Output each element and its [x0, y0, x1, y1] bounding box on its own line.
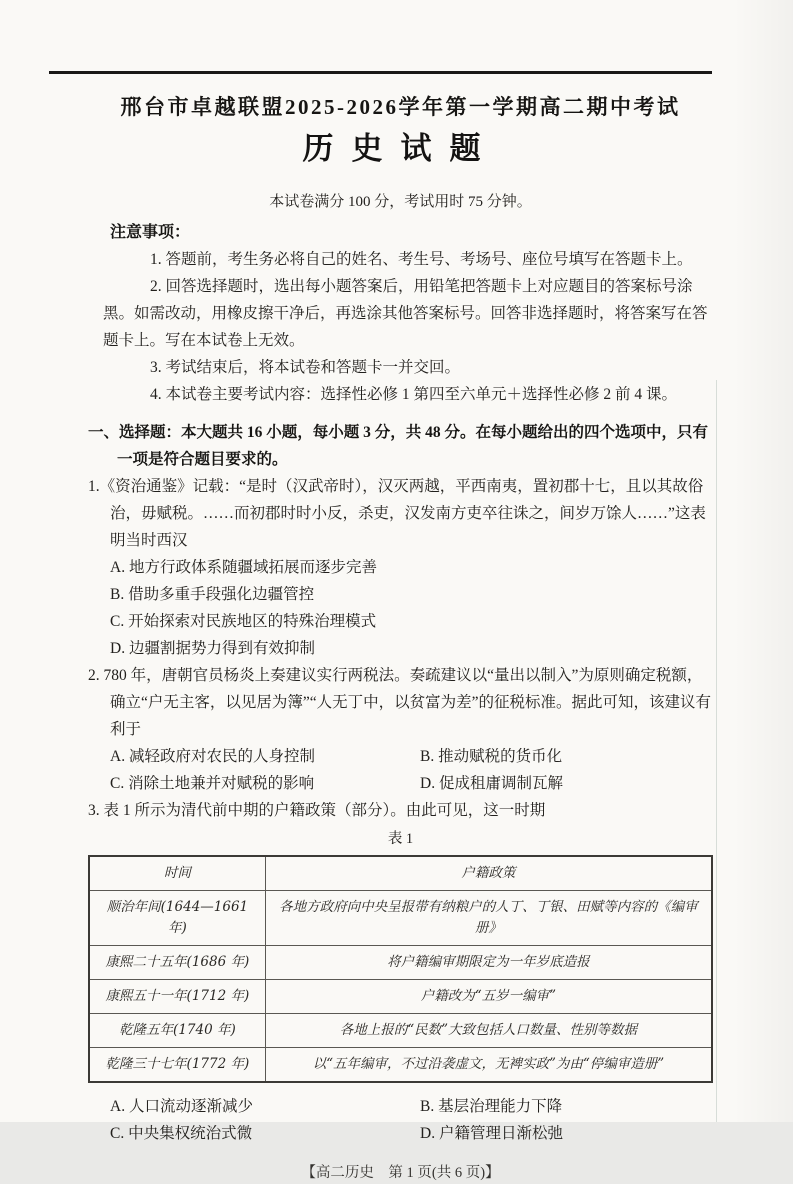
exam-title: 邢台市卓越联盟2025-2026学年第一学期高二期中考试 [120, 95, 681, 119]
notice-item-2: 2. 回答选择题时，选出每小题答案后，用铅笔把答题卡上对应题目的答案标号涂黑。如需改动，用橡皮擦干净后，再选涂其他答案标号。回答非选择题时，将答案写在答题卡上。写在本试卷上无效。 [103, 278, 708, 349]
header-rule [49, 71, 712, 74]
exam-info-line: 本试卷满分 100 分，考试用时 75 分钟。 [269, 194, 532, 210]
question-2-options [110, 743, 713, 797]
table-row [89, 1014, 712, 1048]
question-1 [88, 473, 713, 662]
notice-item-4: 4. 本试卷主要考试内容：选择性必修 1 第四至六单元＋选择性必修 2 前 4 课。 [150, 386, 678, 403]
question-1-option-b: B. 借助多重手段强化边疆管控 [110, 586, 315, 603]
subject-title: 历史试题 [302, 131, 499, 166]
household-policy-table [88, 855, 713, 1083]
table-cell-time: 乾隆五年(1740 年) [89, 1014, 265, 1048]
question-3-options [110, 1093, 713, 1147]
notice-heading: 注意事项： [110, 224, 191, 241]
question-3 [88, 797, 713, 1147]
scan-edge-artifact [716, 380, 717, 1122]
question-1-text: 1.《资治通鉴》记载：“是时（汉武帝时），汉灭两越，平西南夷，置初郡十七，且以其故俗治，毋赋税。……而初郡时时小反，杀吏，汉发南方吏卒往诛之，间岁万馀人……”这表明当时西汉 [88, 478, 706, 549]
question-2-option-b: B. 推动赋税的货币化 [420, 748, 563, 765]
table-row [89, 980, 712, 1014]
table-row [89, 891, 712, 946]
table-cell-policy: 各地上报的“民数”大致包括人口数量、性别等数据 [265, 1014, 712, 1048]
table-cell-policy: 以“五年编审，不过沿袭虚文，无裨实政”为由“停编审造册” [265, 1048, 712, 1083]
page-content [88, 84, 713, 1184]
question-3-option-c: C. 中央集权统治式微 [110, 1125, 253, 1142]
question-2 [88, 662, 713, 797]
table-cell-policy: 各地方政府向中央呈报带有纳粮户的人丁、丁银、田赋等内容的《编审册》 [265, 891, 712, 946]
table-cell-time: 乾隆三十七年(1772 年) [89, 1048, 265, 1083]
section-heading-multiple-choice: 一、选择题：本大题共 16 小题，每小题 3 分，共 48 分。在每小题给出的四个选项中，只有一项是符合题目要求的。 [88, 424, 709, 468]
table-header-row [89, 856, 712, 891]
question-2-option-a: A. 减轻政府对农民的人身控制 [110, 748, 315, 765]
table-header-policy: 户籍政策 [265, 856, 712, 891]
table-cell-policy: 户籍改为“五岁一编审” [265, 980, 712, 1014]
question-3-option-a: A. 人口流动逐渐减少 [110, 1098, 253, 1115]
table-cell-time: 顺治年间(1644—1661 年) [89, 891, 265, 946]
notice-section [88, 220, 713, 408]
scan-shade-artifact [733, 0, 793, 1122]
notice-item-3: 3. 考试结束后，将本试卷和答题卡一并交回。 [150, 359, 461, 376]
question-3-option-b: B. 基层治理能力下降 [420, 1098, 563, 1115]
table-row [89, 1048, 712, 1083]
question-1-option-d: D. 边疆割据势力得到有效抑制 [110, 640, 315, 657]
table-header-time: 时间 [89, 856, 265, 891]
question-3-option-d: D. 户籍管理日渐松弛 [420, 1125, 563, 1142]
table-cell-time: 康熙二十五年(1686 年) [89, 946, 265, 980]
table-row [89, 946, 712, 980]
question-1-option-c: C. 开始探索对民族地区的特殊治理模式 [110, 613, 377, 630]
question-2-text: 2. 780 年，唐朝官员杨炎上奏建议实行两税法。奏疏建议以“量出以制入”为原则确定税额，确立“户无主客，以见居为簿”“人无丁中，以贫富为差”的征税标准。据此可知，该建议有利于 [88, 667, 712, 738]
table-cell-policy: 将户籍编审期限定为一年岁底造报 [265, 946, 712, 980]
table-1-caption: 表 1 [387, 831, 414, 847]
question-2-option-d: D. 促成租庸调制瓦解 [420, 775, 563, 792]
question-2-option-c: C. 消除土地兼并对赋税的影响 [110, 775, 315, 792]
question-1-option-a: A. 地方行政体系随疆域拓展而逐步完善 [110, 559, 377, 576]
question-3-text: 3. 表 1 所示为清代前中期的户籍政策（部分）。由此可见，这一时期 [88, 802, 546, 819]
notice-item-1: 1. 答题前，考生务必将自己的姓名、考生号、考场号、座位号填写在答题卡上。 [150, 251, 693, 268]
table-cell-time: 康熙五十一年(1712 年) [89, 980, 265, 1014]
page-footer: 【高二历史 第 1 页(共 6 页)】 [301, 1165, 500, 1181]
